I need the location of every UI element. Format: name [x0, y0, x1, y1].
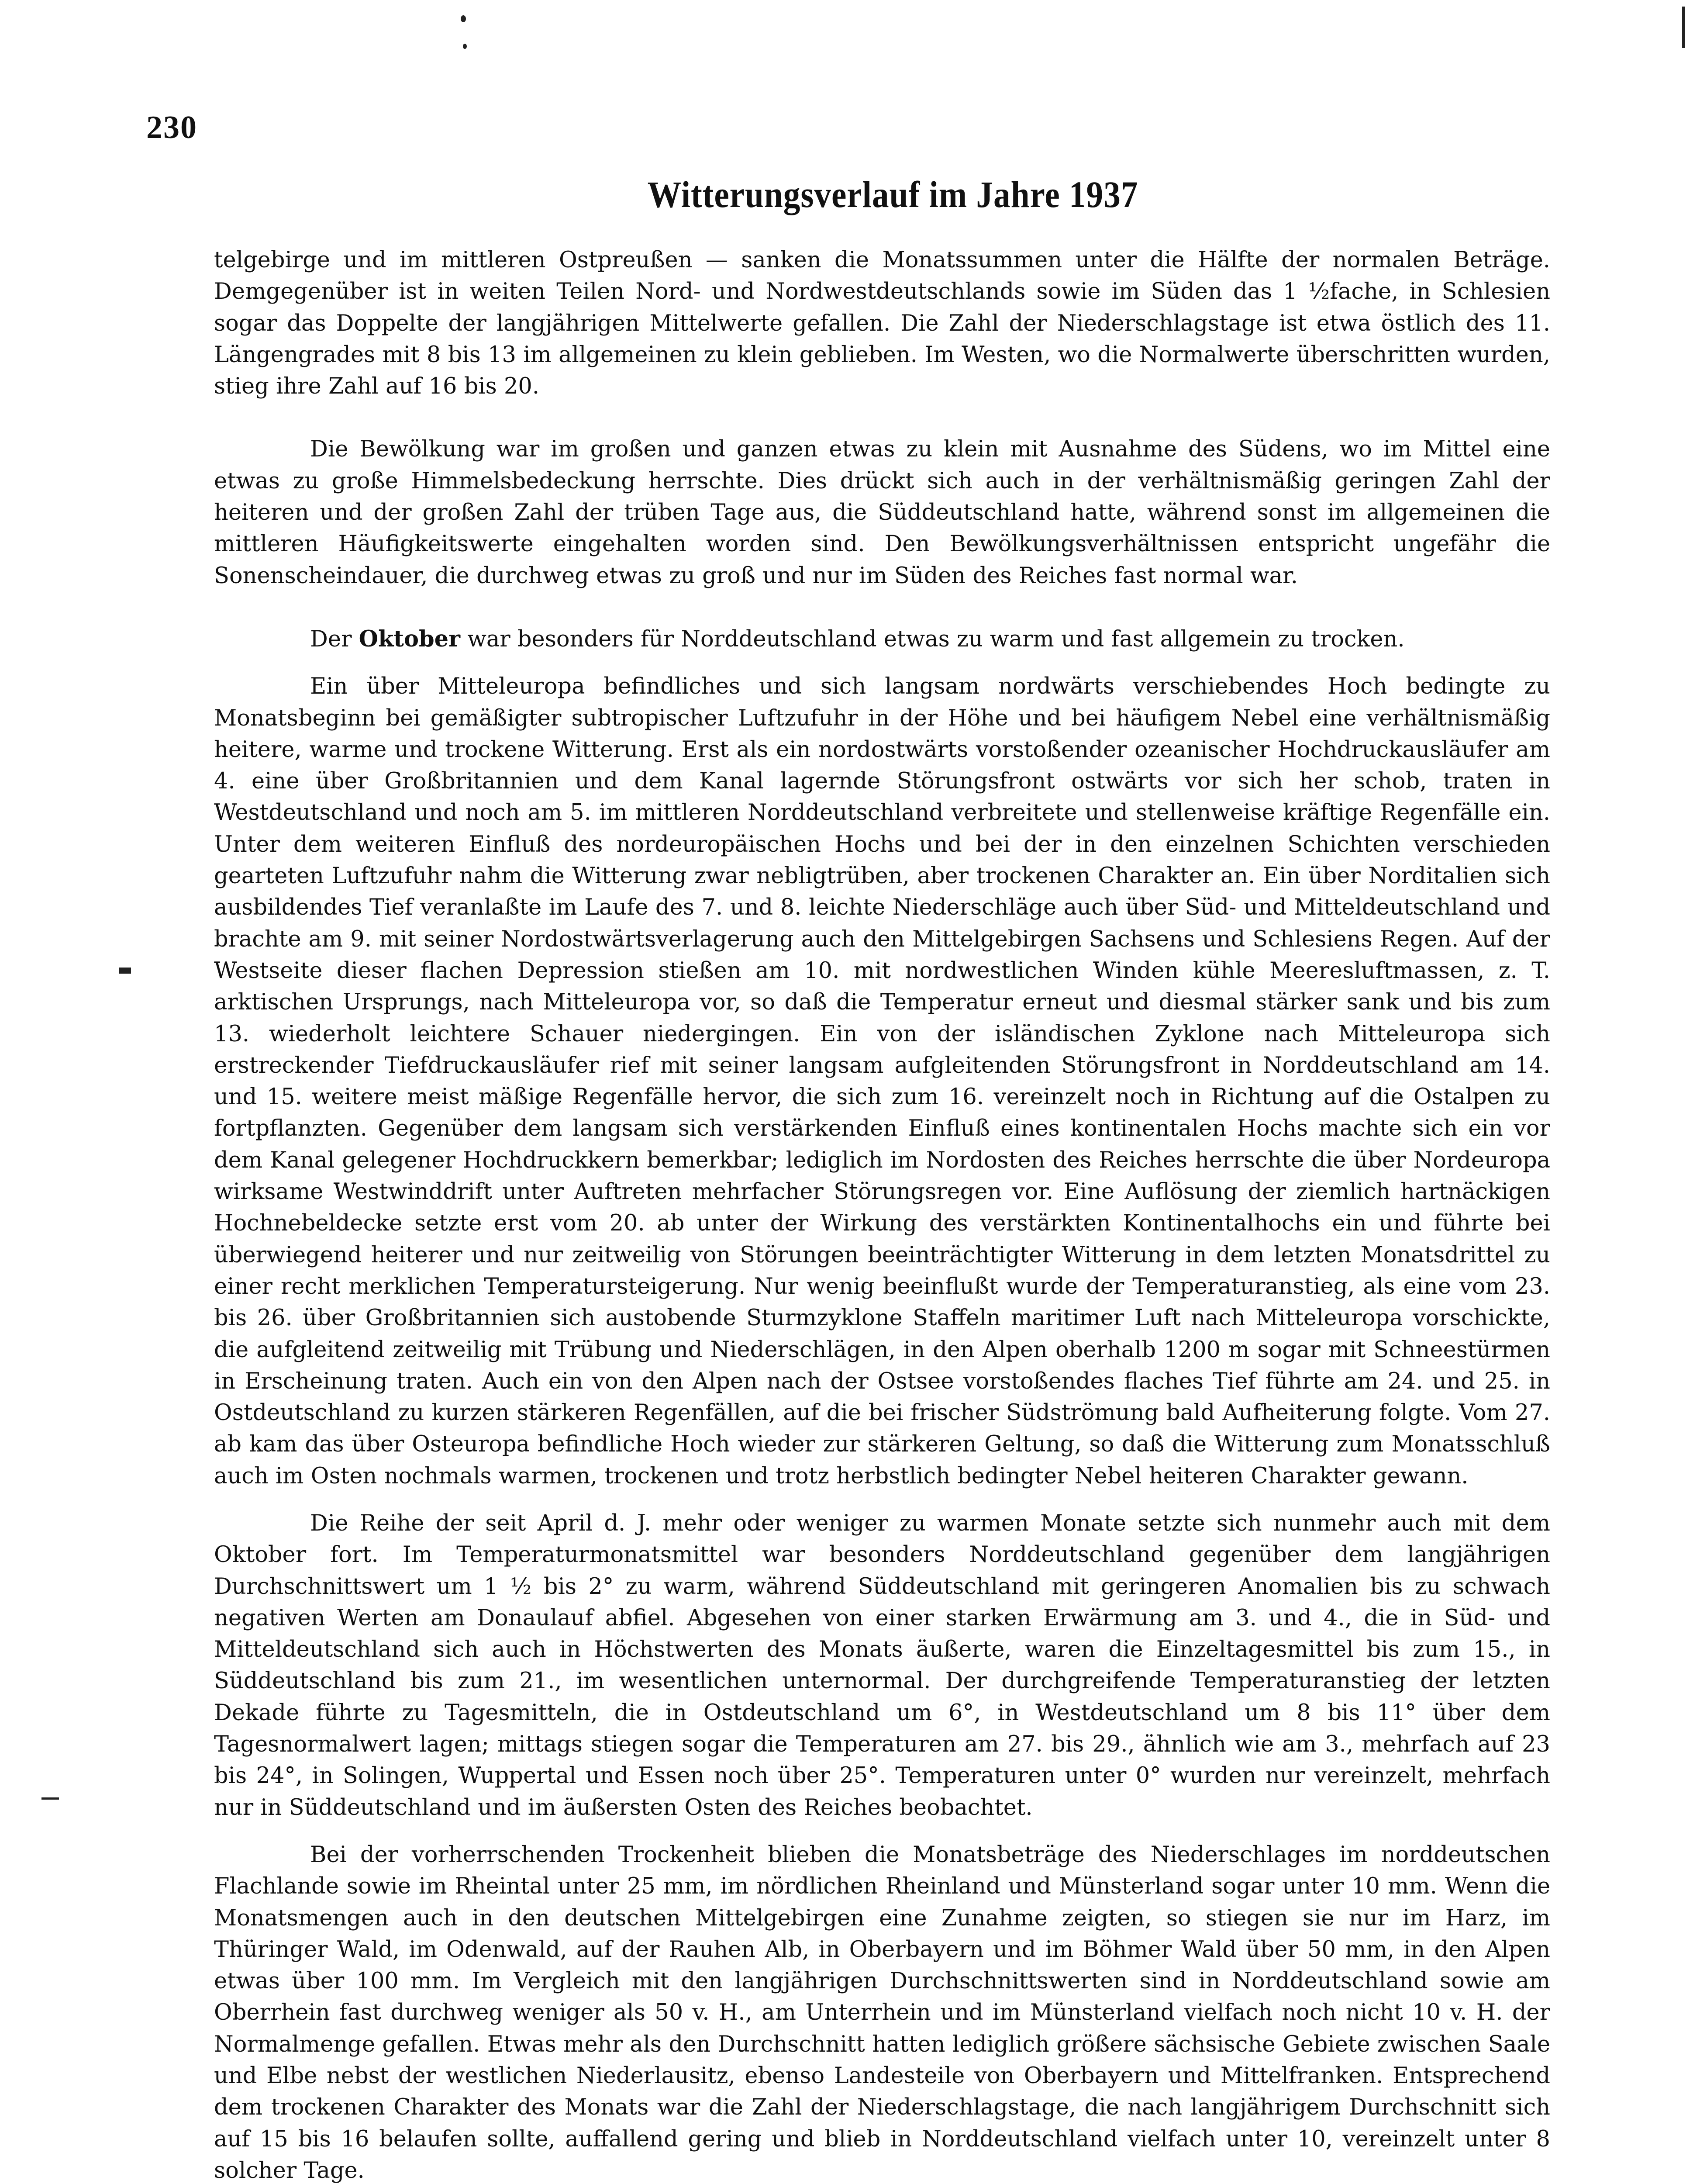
october-summary-rest: war besonders für Norddeutschland etwas zu warm und fast allgemein zu trocken.: [467, 626, 1405, 652]
scan-mark: [119, 968, 131, 974]
paragraph-october-temperature: Die Reihe der seit April d. J. mehr oder weniger zu warmen Monate setzte sich nunmehr auch mit dem Oktober fort. Im Temperaturmonatsmittel war besonders Norddeutschland gegenüber dem langjährigen Durchschnittswert um 1 ½ bis 2° zu warm, während Süddeutschland mit geringeren Anomalien bis zu schwach negativen Werten am Donaulauf abfiel. Abgesehen von einer starken Erwärmung am 3. und 4., die in Süd- und Mitteldeutschland sich auch in Höchstwerten des Monats äußerte, waren die Einzeltagesmittel bis zum 15., in Süddeutschland bis zum 21., im wesentlichen unternormal. Der durchgreifende Temperaturanstieg der letzten Dekade führte zu Tagesmitteln, die in Ostdeutschland um 6°, in Westdeutschland um 8 bis 11° über dem Tagesnormalwert lagen; mittags stiegen sogar die Temperaturen am 27. bis 29., ähnlich wie am 3., mehrfach auf 23 bis 24°, in Solingen, Wuppertal und Essen noch über 25°. Temperaturen unter 0° wurden nur vereinzelt, mehrfach nur in Süddeutschland und im äußersten Osten des Reiches beobachtet.: [214, 1510, 1550, 1821]
scan-speck: [461, 15, 466, 22]
page-number: 230: [146, 110, 197, 145]
paragraph-october-summary: [214, 623, 1550, 655]
scan-mark: [41, 1797, 59, 1800]
scan-speck: [463, 44, 467, 49]
paragraph-precipitation-continued: telgebirge und im mittleren Ostpreußen — sanken die Monatssummen unter die Hälfte der normalen Beträge. Demgegenüber ist in weiten Teilen Nord- und Nordwestdeutschlands sowie im Süden das 1 ½fache, in Schlesien sogar das Doppelte der langjährigen Mittelwerte gefallen. Die Zahl der Niederschlagstage ist etwa östlich des 11. Längengrades mit 8 bis 13 im allgemeinen zu klein geblieben. Im Westen, wo die Normalwerte überschritten wurden, stieg ihre Zahl auf 16 bis 20.: [214, 247, 1550, 400]
scan-mark: [1682, 7, 1685, 48]
paragraph-october-precipitation: Bei der vorherrschenden Trockenheit blieben die Monatsbeträge des Niederschlages im norddeutschen Flachlande sowie im Rheintal unter 25 mm, im nördlichen Rheinland und Münsterland sogar unter 10 mm. Wenn die Monatsmengen auch in den deutschen Mittelgebirgen eine Zunahme zeigten, so stiegen sie nur im Harz, im Thüringer Wald, im Odenwald, auf der Rauhen Alb, in Oberbayern und im Böhmer Wald über 50 mm, in den Alpen etwas über 100 mm. Im Vergleich mit den langjährigen Durchschnittswerten sind in Norddeutschland sowie am Oberrhein fast durchweg weniger als 50 v. H., am Unterrhein und im Münsterland vielfach noch nicht 10 v. H. der Normalmenge gefallen. Etwas mehr als den Durchschnitt hatten lediglich größere sächsische Gebiete zwischen Saale und Elbe nebst der westlichen Niederlausitz, ebenso Landesteile von Oberbayern und Mittelfranken. Entsprechend dem trockenen Charakter des Monats war die Zahl der Niederschlagstage, die nach langjährigem Durchschnitt sich auf 15 bis 16 belaufen sollte, auffallend gering und blieb in Norddeutschland vielfach unter 10, vereinzelt unter 8 solcher Tage.: [214, 1842, 1550, 2184]
paragraph-cloudiness: Die Bewölkung war im großen und ganzen etwas zu klein mit Ausnahme des Südens, wo im Mittel eine etwas zu große Himmelsbedeckung herrschte. Dies drückt sich auch in der verhältnismäßig geringen Zahl der heiteren und der großen Zahl der trüben Tage aus, die Süddeutschland hatte, während sonst im allgemeinen die mittleren Häufigkeitswerte eingehalten worden sind. Den Bewölkungsverhältnissen entspricht ungefähr die Sonenscheindauer, die durchweg etwas zu groß und nur im Süden des Reiches fast normal war.: [214, 436, 1550, 589]
paragraph-october-weather: Ein über Mitteleuropa befindliches und sich langsam nordwärts verschiebendes Hoch bedingte zu Monatsbeginn bei gemäßigter subtropischer Luftzufuhr in der Höhe und bei häufigem Nebel eine verhältnismäßig heitere, warme und trockene Witterung. Erst als ein nordostwärts vorstoßender ozeanischer Hochdruckausläufer am 4. eine über Großbritannien und dem Kanal lagernde Störungsfront ostwärts vor sich her schob, traten in Westdeutschland und noch am 5. im mittleren Norddeutschland verbreitete und stellenweise kräftige Regenfälle ein. Unter dem weiteren Einfluß des nordeuropäischen Hochs und bei der in den einzelnen Schichten verschieden gearteten Luftzufuhr nahm die Witterung zwar nebligtrüben, aber trockenen Charakter an. Ein über Norditalien sich ausbildendes Tief veranlaßte im Laufe des 7. und 8. leichte Niederschläge auch über Süd- und Mitteldeutschland und brachte am 9. mit seiner Nordostwärtsverlagerung auch den Mittelgebirgen Sachsens und Schlesiens Regen. Auf der Westseite dieser flachen Depression stießen am 10. mit nordwestlichen Winden kühle Meeresluftmassen, z. T. arktischen Ursprungs, nach Mitteleuropa vor, so daß die Temperatur erneut und diesmal stärker sank und bis zum 13. wiederholt leichtere Schauer niedergingen. Ein von der isländischen Zyklone nach Mitteleuropa sich erstreckender Tiefdruckausläufer rief mit seiner langsam aufgleitenden Störungsfront in Norddeutschland am 14. und 15. weitere meist mäßige Regenfälle hervor, die sich zum 16. vereinzelt noch in Richtung auf die Ostalpen zu fortpflanzten. Gegenüber dem langsam sich verstärkenden Einfluß eines kontinentalen Hochs machte sich ein vor dem Kanal gelegener Hochdruckkern bemerkbar; lediglich im Nordosten des Reiches herrschte die über Nordeuropa wirksame Westwinddrift unter Auftreten mehrfacher Störungsregen vor. Eine Auflösung der ziemlich hartnäckigen Hochnebeldecke setzte erst vom 20. ab unter der Wirkung des verstärkten Kontinentalhochs ein und führte bei überwiegend heiterer und nur zeitweilig von Störungen beeinträchtigter Witterung in dem letzten Monatsdrittel zu einer recht merklichen Temperatursteigerung. Nur wenig beeinflußt wurde der Temperaturanstieg, als eine vom 23. bis 26. über Großbritannien sich austobende Sturmzyklone Staffeln maritimer Luft nach Mitteleuropa vorschickte, die aufgleitend zeitweilig mit Trübung und Niederschlägen, in den Alpen oberhalb 1200 m sogar mit Schneestürmen in Erscheinung traten. Auch ein von den Alpen nach der Ostsee vorstoßendes flaches Tief führte am 24. und 25. in Ostdeutschland zu kurzen stärkeren Regenfällen, auf die bei frischer Südströmung bald Aufheiterung folgte. Vom 27. ab kam das über Osteuropa befindliche Hoch wieder zur stärkeren Geltung, so daß die Witterung zum Monatsschluß auch im Osten nochmals warmen, trockenen und trotz herbstlich bedingter Nebel heiteren Charakter gewann.: [214, 674, 1550, 1489]
body-text: [214, 245, 1550, 2184]
october-heading: Oktober: [359, 625, 460, 652]
october-lead: Der: [310, 626, 352, 652]
page-title: Witterungsverlauf im Jahre 1937: [647, 173, 1138, 215]
